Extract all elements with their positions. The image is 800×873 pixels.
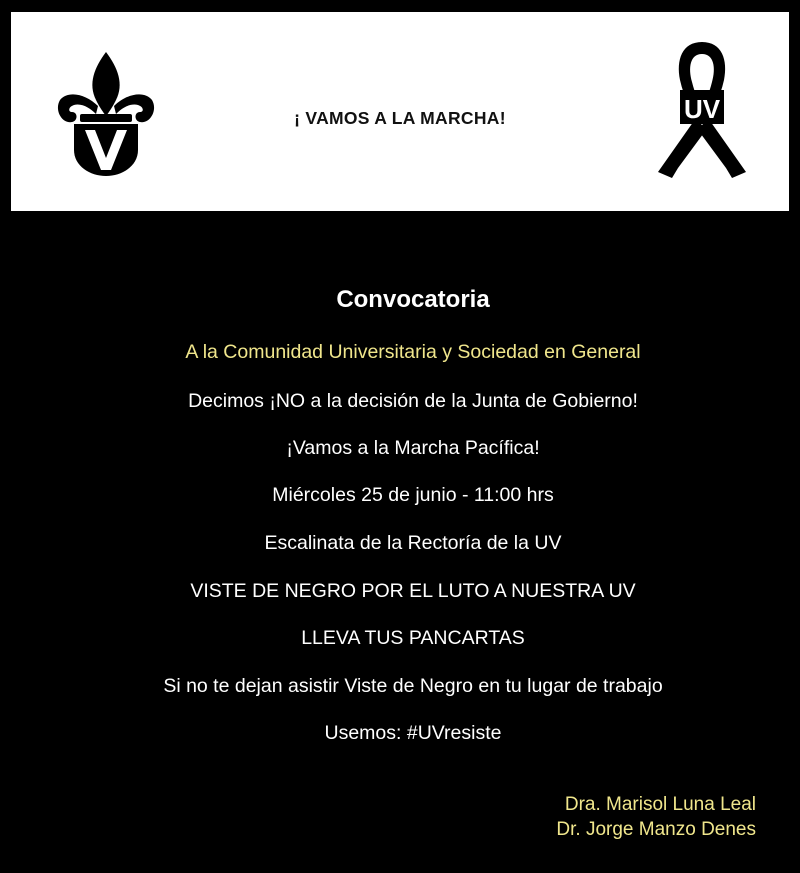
signature-2: Dr. Jorge Manzo Denes <box>556 819 756 840</box>
header-title: ¡ VAMOS A LA MARCHA! <box>294 108 506 128</box>
announcement-audience: A la Comunidad Universitaria y Sociedad en General <box>185 341 641 363</box>
announcement-title: Convocatoria <box>336 286 490 313</box>
ribbon-label: UV <box>683 94 721 124</box>
announcement-line: Si no te dejan asistir Viste de Negro en tu lugar de trabajo <box>163 675 663 697</box>
announcement-line: ¡Vamos a la Marcha Pacífica! <box>286 437 540 459</box>
signature-1: Dra. Marisol Luna Leal <box>564 794 756 815</box>
announcement-line: Decimos ¡NO a la decisión de la Junta de Gobierno! <box>188 390 638 412</box>
announcement-date: Miércoles 25 de junio - 11:00 hrs <box>272 484 554 506</box>
announcement-line: LLEVA TUS PANCARTAS <box>301 627 525 649</box>
announcement-place: Escalinata de la Rectoría de la UV <box>264 532 562 554</box>
announcement-line: VISTE DE NEGRO POR EL LUTO A NUESTRA UV <box>190 580 636 602</box>
announcement-hashtag: Usemos: #UVresiste <box>324 722 502 744</box>
